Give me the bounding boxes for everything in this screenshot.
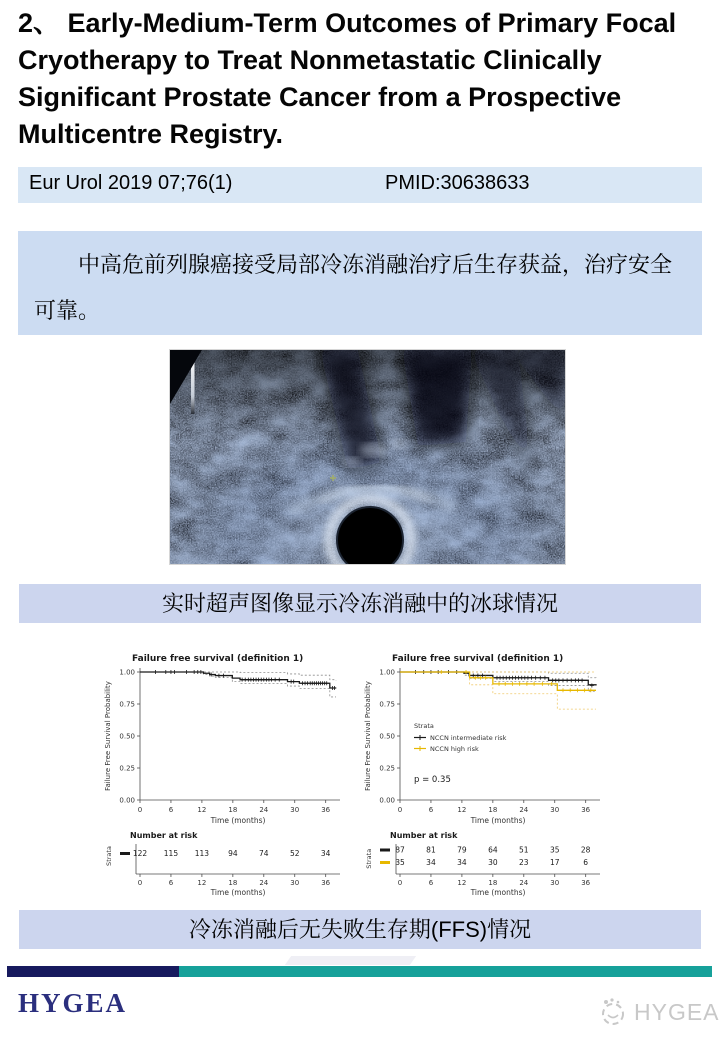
svg-text:0: 0 [397,806,403,814]
svg-text:36: 36 [581,806,591,814]
svg-text:Time (months): Time (months) [470,816,526,825]
svg-text:12: 12 [197,879,207,887]
svg-text:NCCN intermediate risk: NCCN intermediate risk [430,734,507,742]
svg-text:24: 24 [259,806,269,814]
svg-text:18: 18 [228,806,238,814]
svg-text:6: 6 [583,858,589,867]
ultrasound-caption-bar [19,584,701,623]
svg-text:12: 12 [197,806,207,814]
svg-text:34: 34 [320,849,331,858]
svg-text:30: 30 [550,806,560,814]
svg-text:52: 52 [289,849,300,858]
svg-text:113: 113 [194,849,210,858]
svg-text:115: 115 [163,849,179,858]
svg-text:24: 24 [519,806,529,814]
svg-text:1.00: 1.00 [119,668,135,677]
svg-text:23: 23 [519,858,529,867]
svg-text:0.50: 0.50 [379,732,395,741]
svg-text:79: 79 [457,845,467,855]
svg-text:0: 0 [137,806,143,814]
svg-text:24: 24 [259,879,269,887]
watermark [598,996,720,1028]
svg-text:Failure Free Survival Probabil: Failure Free Survival Probability [104,681,112,791]
svg-text:0.50: 0.50 [119,732,135,741]
km-chart-left [100,648,360,906]
svg-text:35: 35 [395,858,405,867]
svg-text:18: 18 [488,879,498,887]
svg-text:17: 17 [549,858,560,867]
footer-bar-teal-segment [179,966,712,977]
abstract-box [18,231,702,335]
page-title: 2、 Early-Medium-Term Outcomes of Primary Focal Cryotherapy to Treat Nonmetastatic Clinically Significant Prostate Cancer from a Prospective Multicentre Registry. [18,8,677,149]
ultrasound-image [169,349,566,565]
svg-text:0.00: 0.00 [119,796,135,805]
ultrasound-caption-text: 实时超声图像显示冷冻消融中的冰球情况 [161,591,558,616]
svg-text:24: 24 [519,879,529,887]
svg-text:Strata: Strata [365,848,373,869]
svg-text:12: 12 [457,806,467,814]
pmid-label: PMID:30638633 [385,172,530,194]
svg-text:NCCN high risk: NCCN high risk [430,745,479,753]
svg-text:Time (months): Time (months) [210,816,266,825]
svg-text:30: 30 [550,879,560,887]
svg-text:1.00: 1.00 [379,668,395,677]
svg-text:30: 30 [290,879,300,887]
svg-text:30: 30 [488,858,498,867]
journal-bar [18,167,702,203]
svg-text:18: 18 [228,879,238,887]
svg-text:35: 35 [549,845,560,855]
svg-text:Time (months): Time (months) [210,888,266,897]
km-charts-row [100,648,620,906]
svg-text:34: 34 [457,858,467,867]
svg-text:Time (months): Time (months) [470,888,526,897]
abstract-text: 中高危前列腺癌接受局部冷冻消融治疗后生存获益，治疗安全可靠。 [34,252,673,323]
svg-text:51: 51 [519,845,529,855]
svg-text:Failure free survival (definit: Failure free survival (definition 1) [132,654,304,664]
svg-text:0.75: 0.75 [379,700,395,709]
svg-text:122: 122 [132,849,148,858]
svg-text:Number at risk: Number at risk [130,831,198,840]
svg-text:36: 36 [321,806,331,814]
svg-text:0.25: 0.25 [119,764,135,773]
svg-text:6: 6 [168,806,174,814]
svg-text:Strata: Strata [105,846,113,866]
journal-citation: Eur Urol 2019 07;76(1) [29,172,233,194]
figure-caption-bar [19,910,701,949]
svg-text:12: 12 [457,879,467,887]
footer-bar-navy-segment [7,966,179,977]
brand-logo-text: HYGEA [18,988,128,1018]
svg-text:81: 81 [426,845,436,855]
svg-text:0: 0 [397,879,403,887]
svg-text:94: 94 [228,849,238,858]
svg-text:36: 36 [321,879,331,887]
ultrasound-svg [170,350,565,564]
svg-text:6: 6 [428,879,434,887]
svg-text:0.75: 0.75 [119,700,135,709]
svg-text:87: 87 [395,845,405,855]
svg-text:28: 28 [580,845,591,855]
svg-text:64: 64 [488,845,498,855]
svg-text:Number at risk: Number at risk [390,831,458,840]
svg-text:Failure Free Survival Probabil: Failure Free Survival Probability [364,681,372,791]
svg-text:74: 74 [259,849,269,858]
footer-decoration [285,956,416,965]
svg-text:0.00: 0.00 [379,796,395,805]
svg-text:Strata: Strata [414,722,434,730]
svg-text:0.25: 0.25 [379,764,395,773]
watermark-text: HYGEA [634,998,720,1025]
figure-caption-text: 冷冻消融后无失败生存期(FFS)情况 [188,917,532,942]
svg-text:6: 6 [428,806,434,814]
svg-text:Failure free survival (definit: Failure free survival (definition 1) [392,654,564,664]
svg-text:30: 30 [290,806,300,814]
km-chart-right [360,648,620,906]
svg-text:6: 6 [168,879,174,887]
footer-bar [7,966,712,977]
svg-text:p = 0.35: p = 0.35 [414,775,451,785]
hygea-logo-icon [598,996,628,1028]
svg-text:36: 36 [581,879,591,887]
svg-text:34: 34 [426,858,436,867]
svg-text:0: 0 [137,879,143,887]
svg-text:18: 18 [488,806,498,814]
